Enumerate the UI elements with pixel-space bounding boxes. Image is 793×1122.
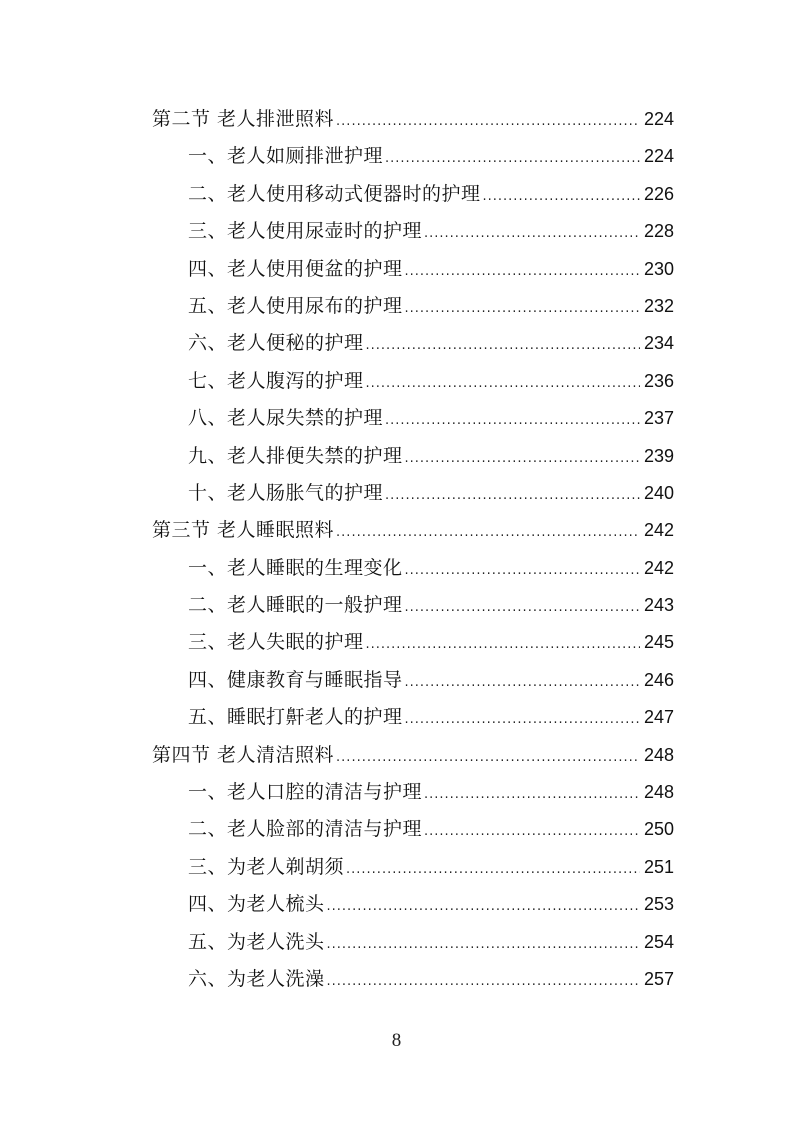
toc-dot-leader [327,888,640,925]
toc-dot-leader [366,626,640,663]
toc-subsection-entry[interactable] [152,849,674,886]
toc-dot-leader [366,365,640,402]
toc-entry-title: 一、老人如厕排泄护理 [188,145,384,168]
toc-entry-title: 四、为老人梳头 [188,893,325,916]
toc-section-entry[interactable] [152,101,674,138]
toc-entry-page-number: 242 [643,557,674,578]
toc-entry-page-number: 257 [643,968,674,989]
toc-entry-page-number: 226 [643,183,674,204]
toc-entry-title: 六、老人便秘的护理 [188,332,364,355]
toc-entry-page-number: 243 [643,595,674,616]
toc-entry-title: 四、老人使用便盆的护理 [188,257,403,280]
toc-dot-leader [385,477,640,514]
toc-entry-page-number: 245 [643,632,674,653]
toc-subsection-entry[interactable] [152,924,674,961]
toc-entry-page-number: 250 [643,819,674,840]
toc-dot-leader [405,701,640,738]
toc-entry-page-number: 224 [643,146,674,167]
toc-subsection-entry[interactable] [152,213,674,250]
toc-dot-leader [336,514,640,551]
toc-dot-leader [424,215,640,252]
toc-entry-title: 一、老人睡眠的生理变化 [188,556,403,579]
toc-entry-page-number: 232 [643,295,674,316]
toc-dot-leader [385,140,640,177]
toc-entry-page-number: 237 [643,408,674,429]
toc-entry-title: 四、健康教育与睡眠指导 [188,668,403,691]
toc-entry-page-number: 240 [643,482,674,503]
toc-section-entry[interactable] [152,512,674,549]
toc-entry-page-number: 248 [643,782,674,803]
toc-dot-leader [424,813,640,850]
toc-subsection-entry[interactable] [152,587,674,624]
toc-entry-page-number: 236 [643,370,674,391]
table-of-contents [152,101,674,998]
toc-entry-title: 第二节 老人排泄照料 [152,108,335,130]
toc-entry-title: 十、老人肠胀气的护理 [188,481,384,504]
toc-subsection-entry[interactable] [152,363,674,400]
toc-section-entry[interactable] [152,737,674,774]
toc-entry-page-number: 247 [643,707,674,728]
toc-dot-leader [327,926,640,963]
toc-entry-title: 五、为老人洗头 [188,930,325,953]
toc-entry-title: 九、老人排便失禁的护理 [188,444,403,467]
toc-dot-leader [405,664,640,701]
toc-subsection-entry[interactable] [152,662,674,699]
toc-entry-page-number: 251 [643,856,674,877]
toc-entry-title: 三、老人失眠的护理 [188,631,364,654]
toc-dot-leader [327,963,640,1000]
toc-dot-leader [346,851,640,888]
toc-subsection-entry[interactable] [152,176,674,213]
toc-dot-leader [405,290,640,327]
toc-entry-title: 二、老人使用移动式便器时的护理 [188,182,481,205]
toc-subsection-entry[interactable] [152,438,674,475]
page-number: 8 [391,1030,402,1051]
toc-dot-leader [424,776,640,813]
toc-entry-title: 八、老人尿失禁的护理 [188,407,384,430]
toc-dot-leader [336,103,640,140]
toc-dot-leader [366,327,640,364]
toc-entry-title: 一、老人口腔的清洁与护理 [188,781,423,804]
toc-dot-leader [405,440,640,477]
toc-entry-page-number: 242 [643,520,674,541]
toc-subsection-entry[interactable] [152,699,674,736]
toc-subsection-entry[interactable] [152,475,674,512]
toc-entry-title: 第四节 老人清洁照料 [152,743,335,766]
toc-entry-title: 五、老人使用尿布的护理 [188,294,403,317]
toc-subsection-entry[interactable] [152,400,674,437]
toc-dot-leader [405,552,640,589]
toc-entry-title: 三、为老人剃胡须 [188,855,345,878]
toc-entry-page-number: 254 [643,931,674,952]
toc-entry-title: 六、为老人洗澡 [188,967,325,990]
toc-entry-title: 二、老人睡眠的一般护理 [188,594,403,617]
toc-entry-page-number: 239 [643,445,674,466]
toc-dot-leader [405,253,640,290]
toc-subsection-entry[interactable] [152,886,674,923]
toc-entry-page-number: 234 [643,333,674,354]
toc-entry-title: 七、老人腹泻的护理 [188,369,364,392]
toc-subsection-entry[interactable] [152,550,674,587]
toc-entry-page-number: 224 [643,109,674,129]
toc-entry-page-number: 230 [643,258,674,279]
toc-entry-page-number: 246 [643,669,674,690]
toc-entry-title: 五、睡眠打鼾老人的护理 [188,706,403,729]
toc-dot-leader [483,178,640,215]
toc-entry-page-number: 253 [643,894,674,915]
toc-subsection-entry[interactable] [152,961,674,998]
toc-subsection-entry[interactable] [152,138,674,175]
toc-entry-title: 第三节 老人睡眠照料 [152,519,335,542]
toc-dot-leader [385,402,640,439]
toc-subsection-entry[interactable] [152,624,674,661]
toc-entry-page-number: 248 [643,744,674,765]
toc-subsection-entry[interactable] [152,288,674,325]
toc-dot-leader [405,589,640,626]
toc-dot-leader [336,739,640,776]
toc-entry-title: 三、老人使用尿壶时的护理 [188,220,423,243]
toc-subsection-entry[interactable] [152,251,674,288]
toc-subsection-entry[interactable] [152,811,674,848]
toc-subsection-entry[interactable] [152,325,674,362]
toc-entry-title: 二、老人脸部的清洁与护理 [188,818,423,841]
toc-subsection-entry[interactable] [152,774,674,811]
toc-entry-page-number: 228 [643,221,674,242]
